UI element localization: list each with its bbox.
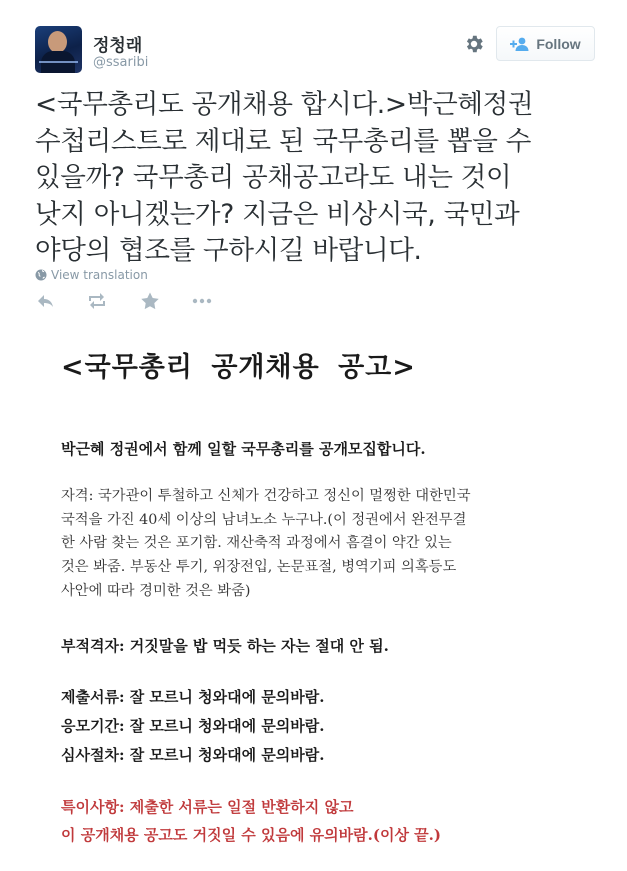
follow-button[interactable] (496, 26, 595, 61)
notice-heading: <국무총리 공개채용 공고> (61, 352, 416, 383)
follow-label: Follow (536, 35, 581, 52)
attached-image[interactable] (35, 322, 627, 871)
author-name[interactable]: 정청래 (93, 36, 143, 56)
star-icon[interactable] (139, 290, 161, 312)
retweet-icon[interactable] (86, 290, 108, 312)
notice-qualifications (61, 485, 541, 604)
special-note-line: 이 공개채용 공고도 거짓일 수 있음에 유의바람.(이상 끝.) (61, 826, 441, 844)
tweet-text (35, 87, 605, 270)
special-note-line: 특이사항: 제출한 서류는 일절 반환하지 않고 (61, 798, 354, 816)
view-translation-label: View translation (51, 268, 148, 282)
reply-icon[interactable] (35, 290, 57, 312)
notice-documents: 제출서류: 잘 모르니 청와대에 문의바람. (61, 688, 325, 706)
notice-intro: 박근혜 정권에서 함께 일할 국무총리를 공개모집합니다. (61, 440, 426, 458)
qualification-line: 자격: 국가관이 투철하고 신체가 건강하고 정신이 멀쩡한 대한민국 (61, 488, 471, 504)
notice-disqualification: 부적격자: 거짓말을 밥 먹듯 하는 자는 절대 안 됨. (61, 637, 389, 655)
notice-special-notes (61, 793, 441, 849)
view-translation-link[interactable] (35, 268, 148, 282)
notice-period: 응모기간: 잘 모르니 청와대에 문의바람. (61, 717, 325, 735)
globe-icon (35, 269, 47, 281)
qualification-line: 것은 봐줌. 부동산 투기, 위장전입, 논문표절, 병역기피 의혹등도 (61, 559, 457, 576)
tweet-line: 낫지 아니겠는가? 지금은 비상시국, 국민과 (35, 198, 520, 230)
tweet-line: 수첩리스트로 제대로 된 국무총리를 뽑을 수 (35, 125, 531, 157)
avatar-banner (39, 61, 78, 63)
tweet-line: 야당의 협조를 구하시길 바랍니다. (35, 235, 422, 266)
more-icon[interactable] (191, 290, 213, 312)
tweet-line: <국무총리도 공개채용 합시다.>박근혜정권 (35, 89, 534, 120)
avatar[interactable] (35, 26, 82, 73)
avatar-face (48, 31, 67, 53)
gear-icon[interactable] (463, 33, 485, 55)
add-user-icon (510, 37, 530, 51)
tweet-line: 있을까? 국무총리 공채공고라도 내는 것이 (35, 162, 512, 193)
notice-procedure: 심사절차: 잘 모르니 청와대에 문의바람. (61, 746, 325, 764)
qualification-line: 한 사람 찾는 것은 포기함. 재산축적 과정에서 흠결이 약간 있는 (61, 535, 452, 552)
qualification-line: 국적을 가진 40세 이상의 남녀노소 누구나.(이 정권에서 완전무결 (61, 511, 467, 528)
qualification-line: 사안에 따라 경미한 것은 봐줌) (61, 582, 251, 599)
author-handle[interactable]: @ssaribi (93, 55, 149, 70)
